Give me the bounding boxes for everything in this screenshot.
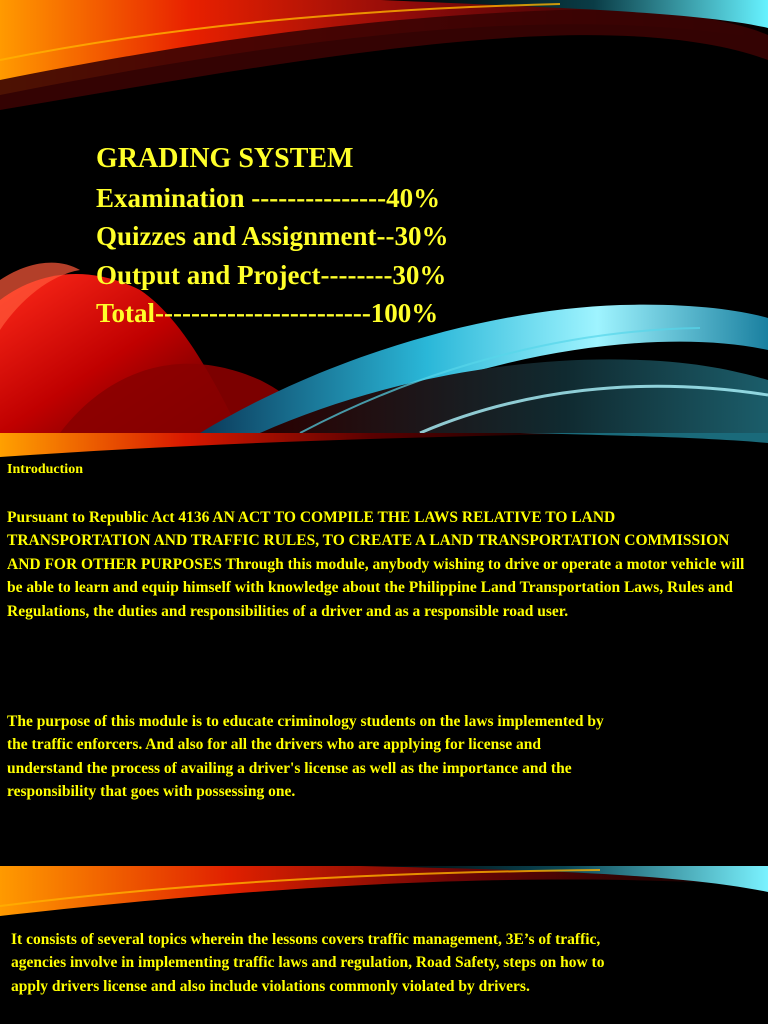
grading-row-quizzes: Quizzes and Assignment--30%: [96, 221, 449, 251]
grading-row-total: Total------------------------100%: [96, 298, 439, 328]
grading-title: GRADING SYSTEM: [96, 143, 354, 174]
grading-slide: [0, 0, 768, 433]
introduction-slide: [0, 433, 768, 866]
topics-slide: [0, 866, 768, 1024]
introduction-paragraph-1: Pursuant to Republic Act 4136 AN ACT TO COMPILE THE LAWS RELATIVE TO LAND TRANSPORTATION AND TRAFFIC RULES, TO CREATE A LAND TRANSPORTATION COMMISSION AND FOR OTHER PURPOSES Through this module, anybody wishing to drive or operate a motor vehicle will be able to learn and equip himself with knowledge about the Philippine Land Transportation Laws, Rules and Regulations, the duties and responsibilities of a driver and as a responsible road user.: [7, 509, 745, 620]
introduction-heading: Introduction: [7, 462, 83, 477]
topics-paragraph: It consists of several topics wherein the lessons covers traffic management, 3E’s of traffic, agencies involve in implementing traffic laws and regulation, Road Safety, steps on how to apply drivers license and also include violations commonly violated by drivers.: [11, 931, 605, 995]
introduction-paragraph-2: The purpose of this module is to educate criminology students on the laws implemented by the traffic enforcers. And also for all the drivers who are applying for license and understand the process of availing a driver's license as well as the importance and the responsibility that goes with possessing one.: [7, 713, 604, 800]
grading-system-block: [96, 140, 449, 333]
intro-top-strip: [0, 433, 768, 473]
grading-row-output: Output and Project--------30%: [96, 259, 447, 290]
grading-row-examination: Examination ---------------40%: [96, 182, 441, 213]
topics-top-swoosh: [0, 866, 768, 926]
